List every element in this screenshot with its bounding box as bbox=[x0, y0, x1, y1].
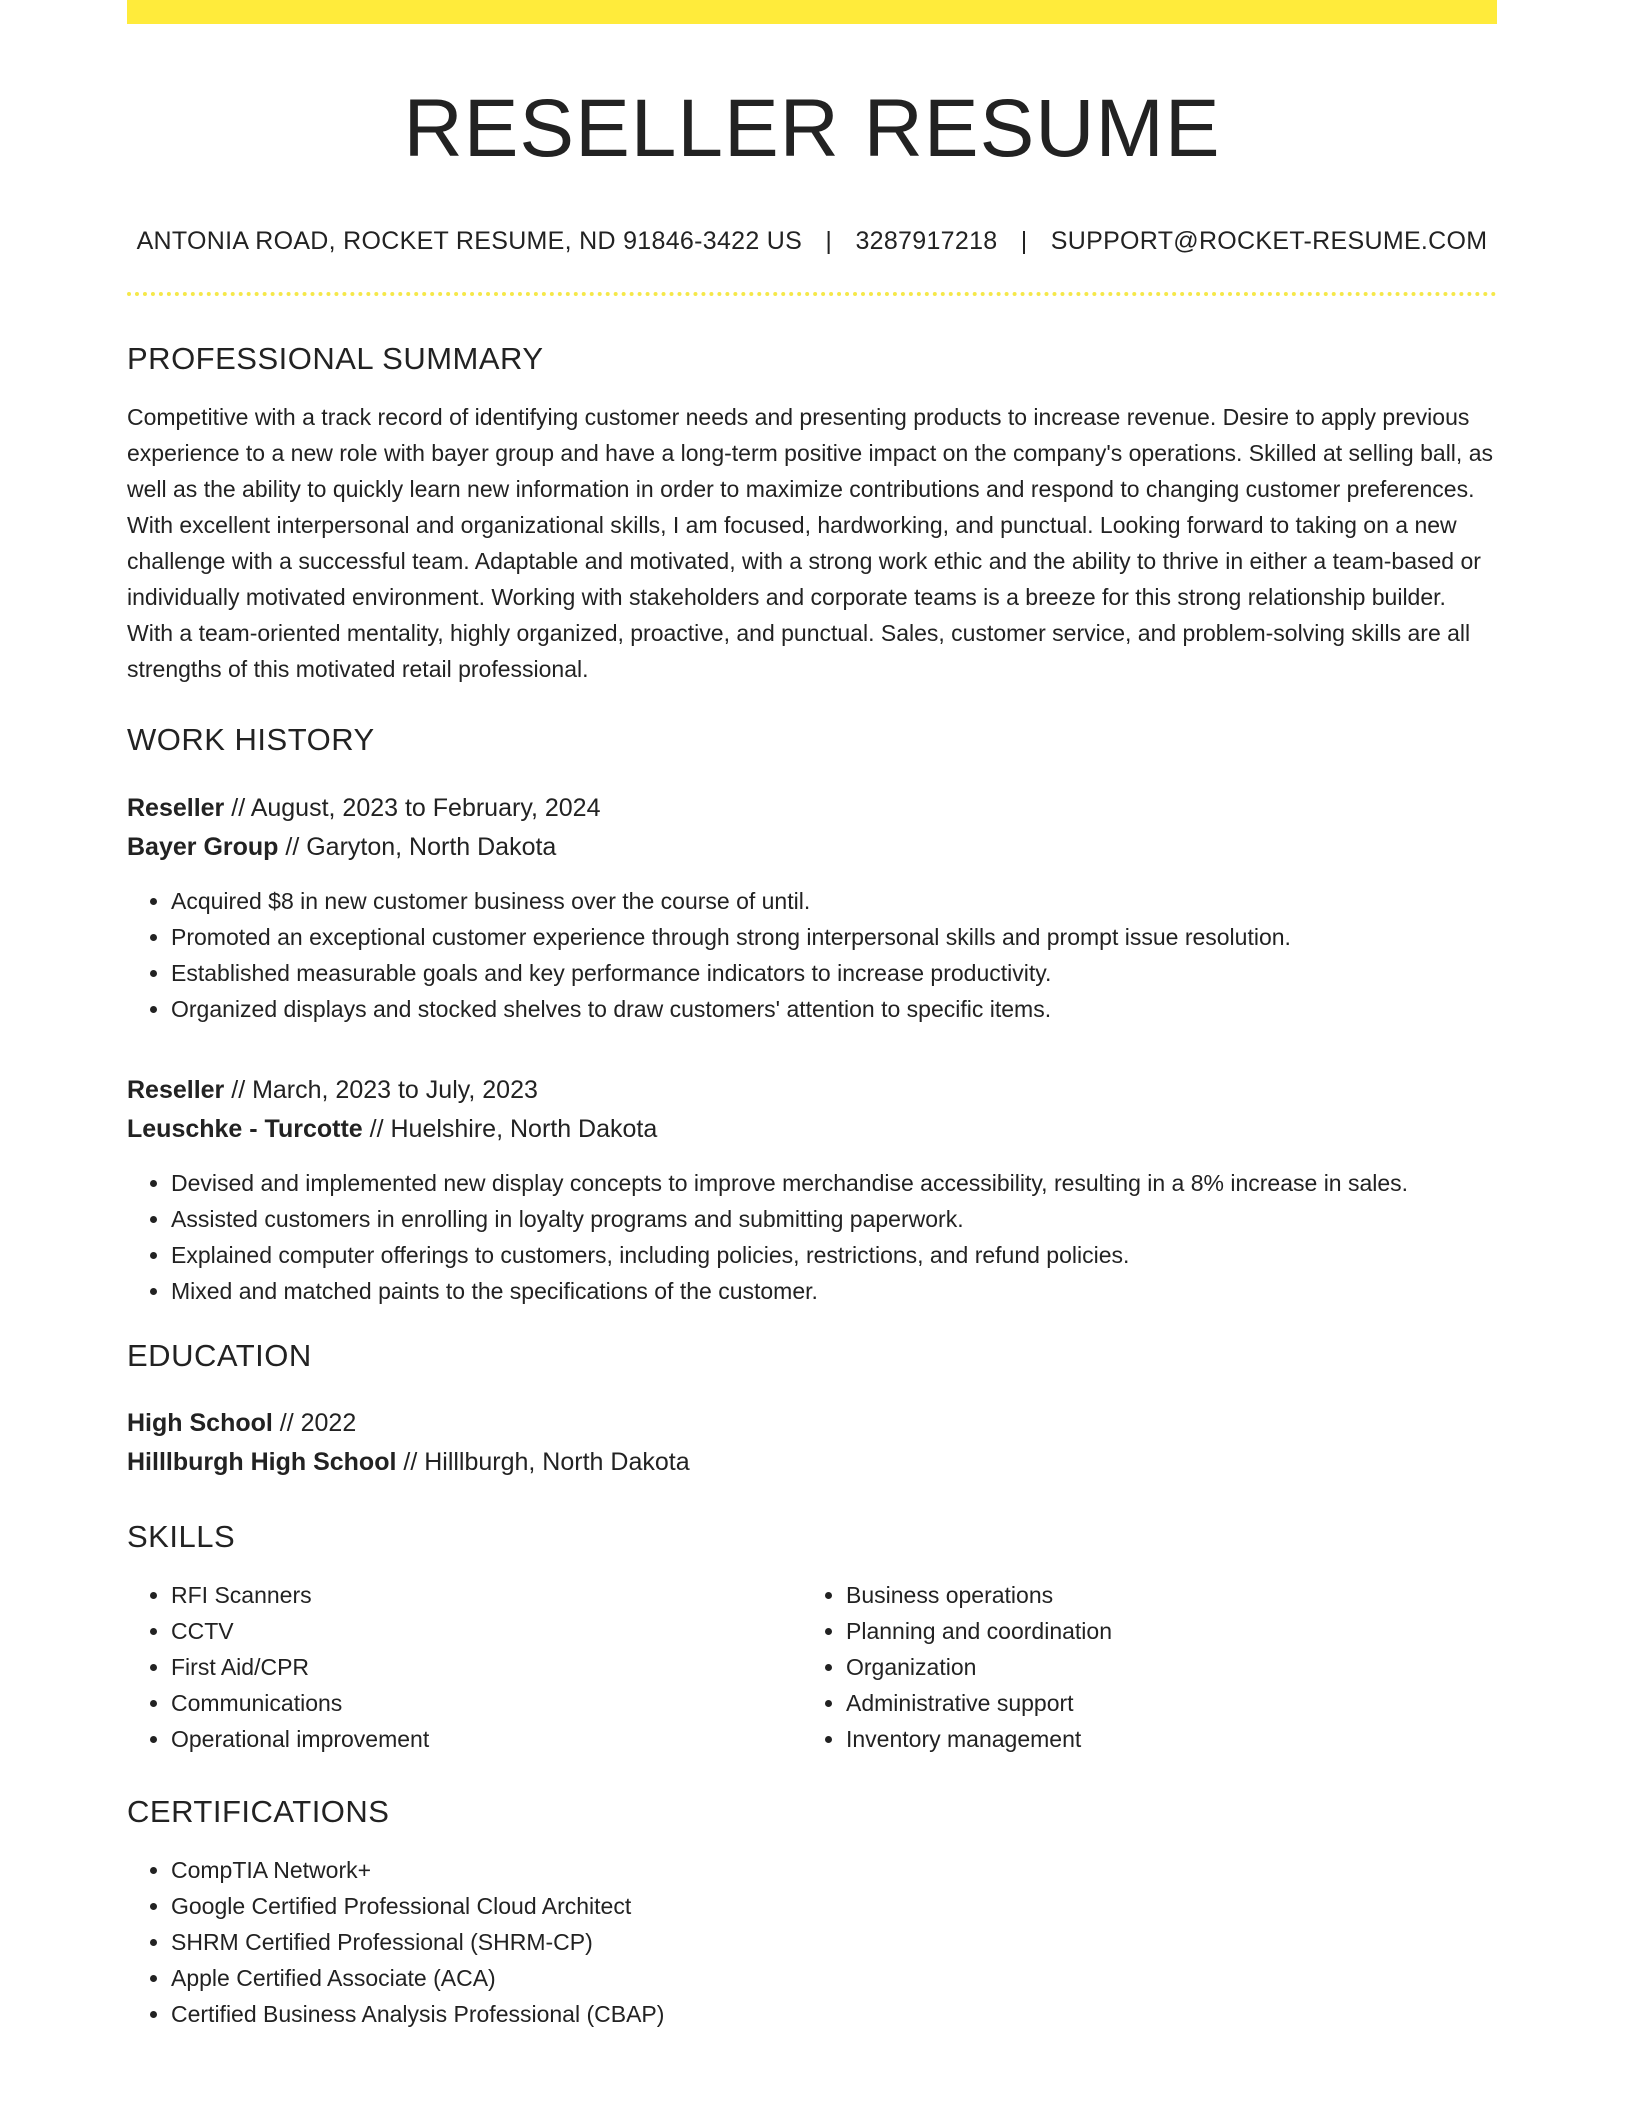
job-entry bbox=[127, 1071, 1497, 1309]
list-item: • Mixed and matched paints to the specifications of the customer. bbox=[171, 1273, 1497, 1309]
list-item: • Apple Certified Associate (ACA) bbox=[171, 1960, 1497, 1996]
list-item: • CompTIA Network+ bbox=[171, 1852, 1497, 1888]
job-role-line bbox=[127, 1071, 1497, 1110]
contact-line bbox=[127, 226, 1497, 256]
education-school: Hilllburgh High School bbox=[127, 1447, 397, 1476]
skills-list-left bbox=[127, 1577, 802, 1757]
education-degree: High School bbox=[127, 1408, 273, 1437]
contact-address: ANTONIA ROAD, ROCKET RESUME, ND 91846-3422 US bbox=[136, 227, 803, 256]
resume-page bbox=[127, 0, 1497, 2032]
list-item: • RFI Scanners bbox=[171, 1577, 802, 1613]
list-item: • Acquired $8 in new customer business over the course of until. bbox=[171, 883, 1497, 919]
list-item: • Certified Business Analysis Professional (CBAP) bbox=[171, 1996, 1497, 2032]
contact-phone: 3287917218 bbox=[855, 227, 998, 256]
list-item: • Operational improvement bbox=[171, 1721, 802, 1757]
list-item: • Planning and coordination bbox=[846, 1613, 1477, 1649]
list-item: • Promoted an exceptional customer experience through strong interpersonal skills and prompt issue resolution. bbox=[171, 919, 1497, 955]
list-item: • Inventory management bbox=[846, 1721, 1477, 1757]
list-item: • First Aid/CPR bbox=[171, 1649, 802, 1685]
dotted-divider bbox=[127, 292, 1497, 296]
job-entry bbox=[127, 789, 1497, 1027]
list-item: • Google Certified Professional Cloud Architect bbox=[171, 1888, 1497, 1924]
certifications-list bbox=[127, 1852, 1497, 2032]
list-item: • Assisted customers in enrolling in loyalty programs and submitting paperwork. bbox=[171, 1201, 1497, 1237]
job-dates: // August, 2023 to February, 2024 bbox=[224, 793, 601, 822]
list-item: • Communications bbox=[171, 1685, 802, 1721]
education-entry bbox=[127, 1404, 1497, 1482]
job-bullets bbox=[127, 1165, 1497, 1309]
job-role: Reseller bbox=[127, 1075, 225, 1104]
job-location: // Huelshire, North Dakota bbox=[362, 1114, 658, 1143]
list-item: • Explained computer offerings to customers, including policies, restrictions, and refund policies. bbox=[171, 1237, 1497, 1273]
list-item: • Established measurable goals and key performance indicators to increase productivity. bbox=[171, 955, 1497, 991]
list-item: • SHRM Certified Professional (SHRM-CP) bbox=[171, 1924, 1497, 1960]
education-degree-line bbox=[127, 1404, 1497, 1443]
summary-text: Competitive with a track record of identifying customer needs and presenting products to increase revenue. Desire to apply previous experience to a new role with bayer group and have a long-term positive impact on the company's operations. Skilled at selling ball, as well as the ability to quickly learn new information in order to maximize contributions and respond to changing customer preferences. With excellent interpersonal and organizational skills, I am focused, hardworking, and punctual. Looking forward to taking on a new challenge with a successful team. Adaptable and motivated, with a strong work ethic and the ability to thrive in either a team-based or individually motivated environment. Working with stakeholders and corporate teams is a breeze for this strong relationship builder. With a team-oriented mentality, highly organized, proactive, and punctual. Sales, customer service, and problem-solving skills are all strengths of this motivated retail professional. bbox=[127, 404, 1493, 683]
job-location: // Garyton, North Dakota bbox=[278, 832, 557, 861]
contact-separator: | bbox=[825, 227, 833, 256]
list-item: • Administrative support bbox=[846, 1685, 1477, 1721]
education-location: // Hilllburgh, North Dakota bbox=[396, 1447, 690, 1476]
education-school-line bbox=[127, 1443, 1497, 1482]
skills-heading: SKILLS bbox=[127, 1518, 236, 1554]
accent-top-bar bbox=[127, 0, 1497, 24]
contact-email: SUPPORT@ROCKET-RESUME.COM bbox=[1050, 227, 1488, 256]
education-year: // 2022 bbox=[272, 1408, 357, 1437]
list-item: • Organized displays and stocked shelves to draw customers' attention to specific items. bbox=[171, 991, 1497, 1027]
job-role-line bbox=[127, 789, 1497, 828]
job-dates: // March, 2023 to July, 2023 bbox=[224, 1075, 538, 1104]
skills-list-right bbox=[802, 1577, 1477, 1757]
job-company: Bayer Group bbox=[127, 832, 279, 861]
list-item: • Business operations bbox=[846, 1577, 1477, 1613]
job-company: Leuschke - Turcotte bbox=[127, 1114, 363, 1143]
job-bullets bbox=[127, 883, 1497, 1027]
list-item: • Devised and implemented new display concepts to improve merchandise accessibility, resulting in a 8% increase in sales. bbox=[171, 1165, 1497, 1201]
certifications-heading: CERTIFICATIONS bbox=[127, 1793, 390, 1829]
contact-separator: | bbox=[1020, 227, 1028, 256]
job-company-line bbox=[127, 828, 1497, 867]
list-item: • Organization bbox=[846, 1649, 1477, 1685]
job-company-line bbox=[127, 1110, 1497, 1149]
skills-columns bbox=[127, 1577, 1497, 1757]
list-item: • CCTV bbox=[171, 1613, 802, 1649]
work-history-heading: WORK HISTORY bbox=[127, 722, 375, 758]
job-role: Reseller bbox=[127, 793, 225, 822]
summary-heading: PROFESSIONAL SUMMARY bbox=[127, 341, 544, 377]
resume-title: RESELLER RESUME bbox=[403, 83, 1221, 174]
education-heading: EDUCATION bbox=[127, 1337, 312, 1373]
